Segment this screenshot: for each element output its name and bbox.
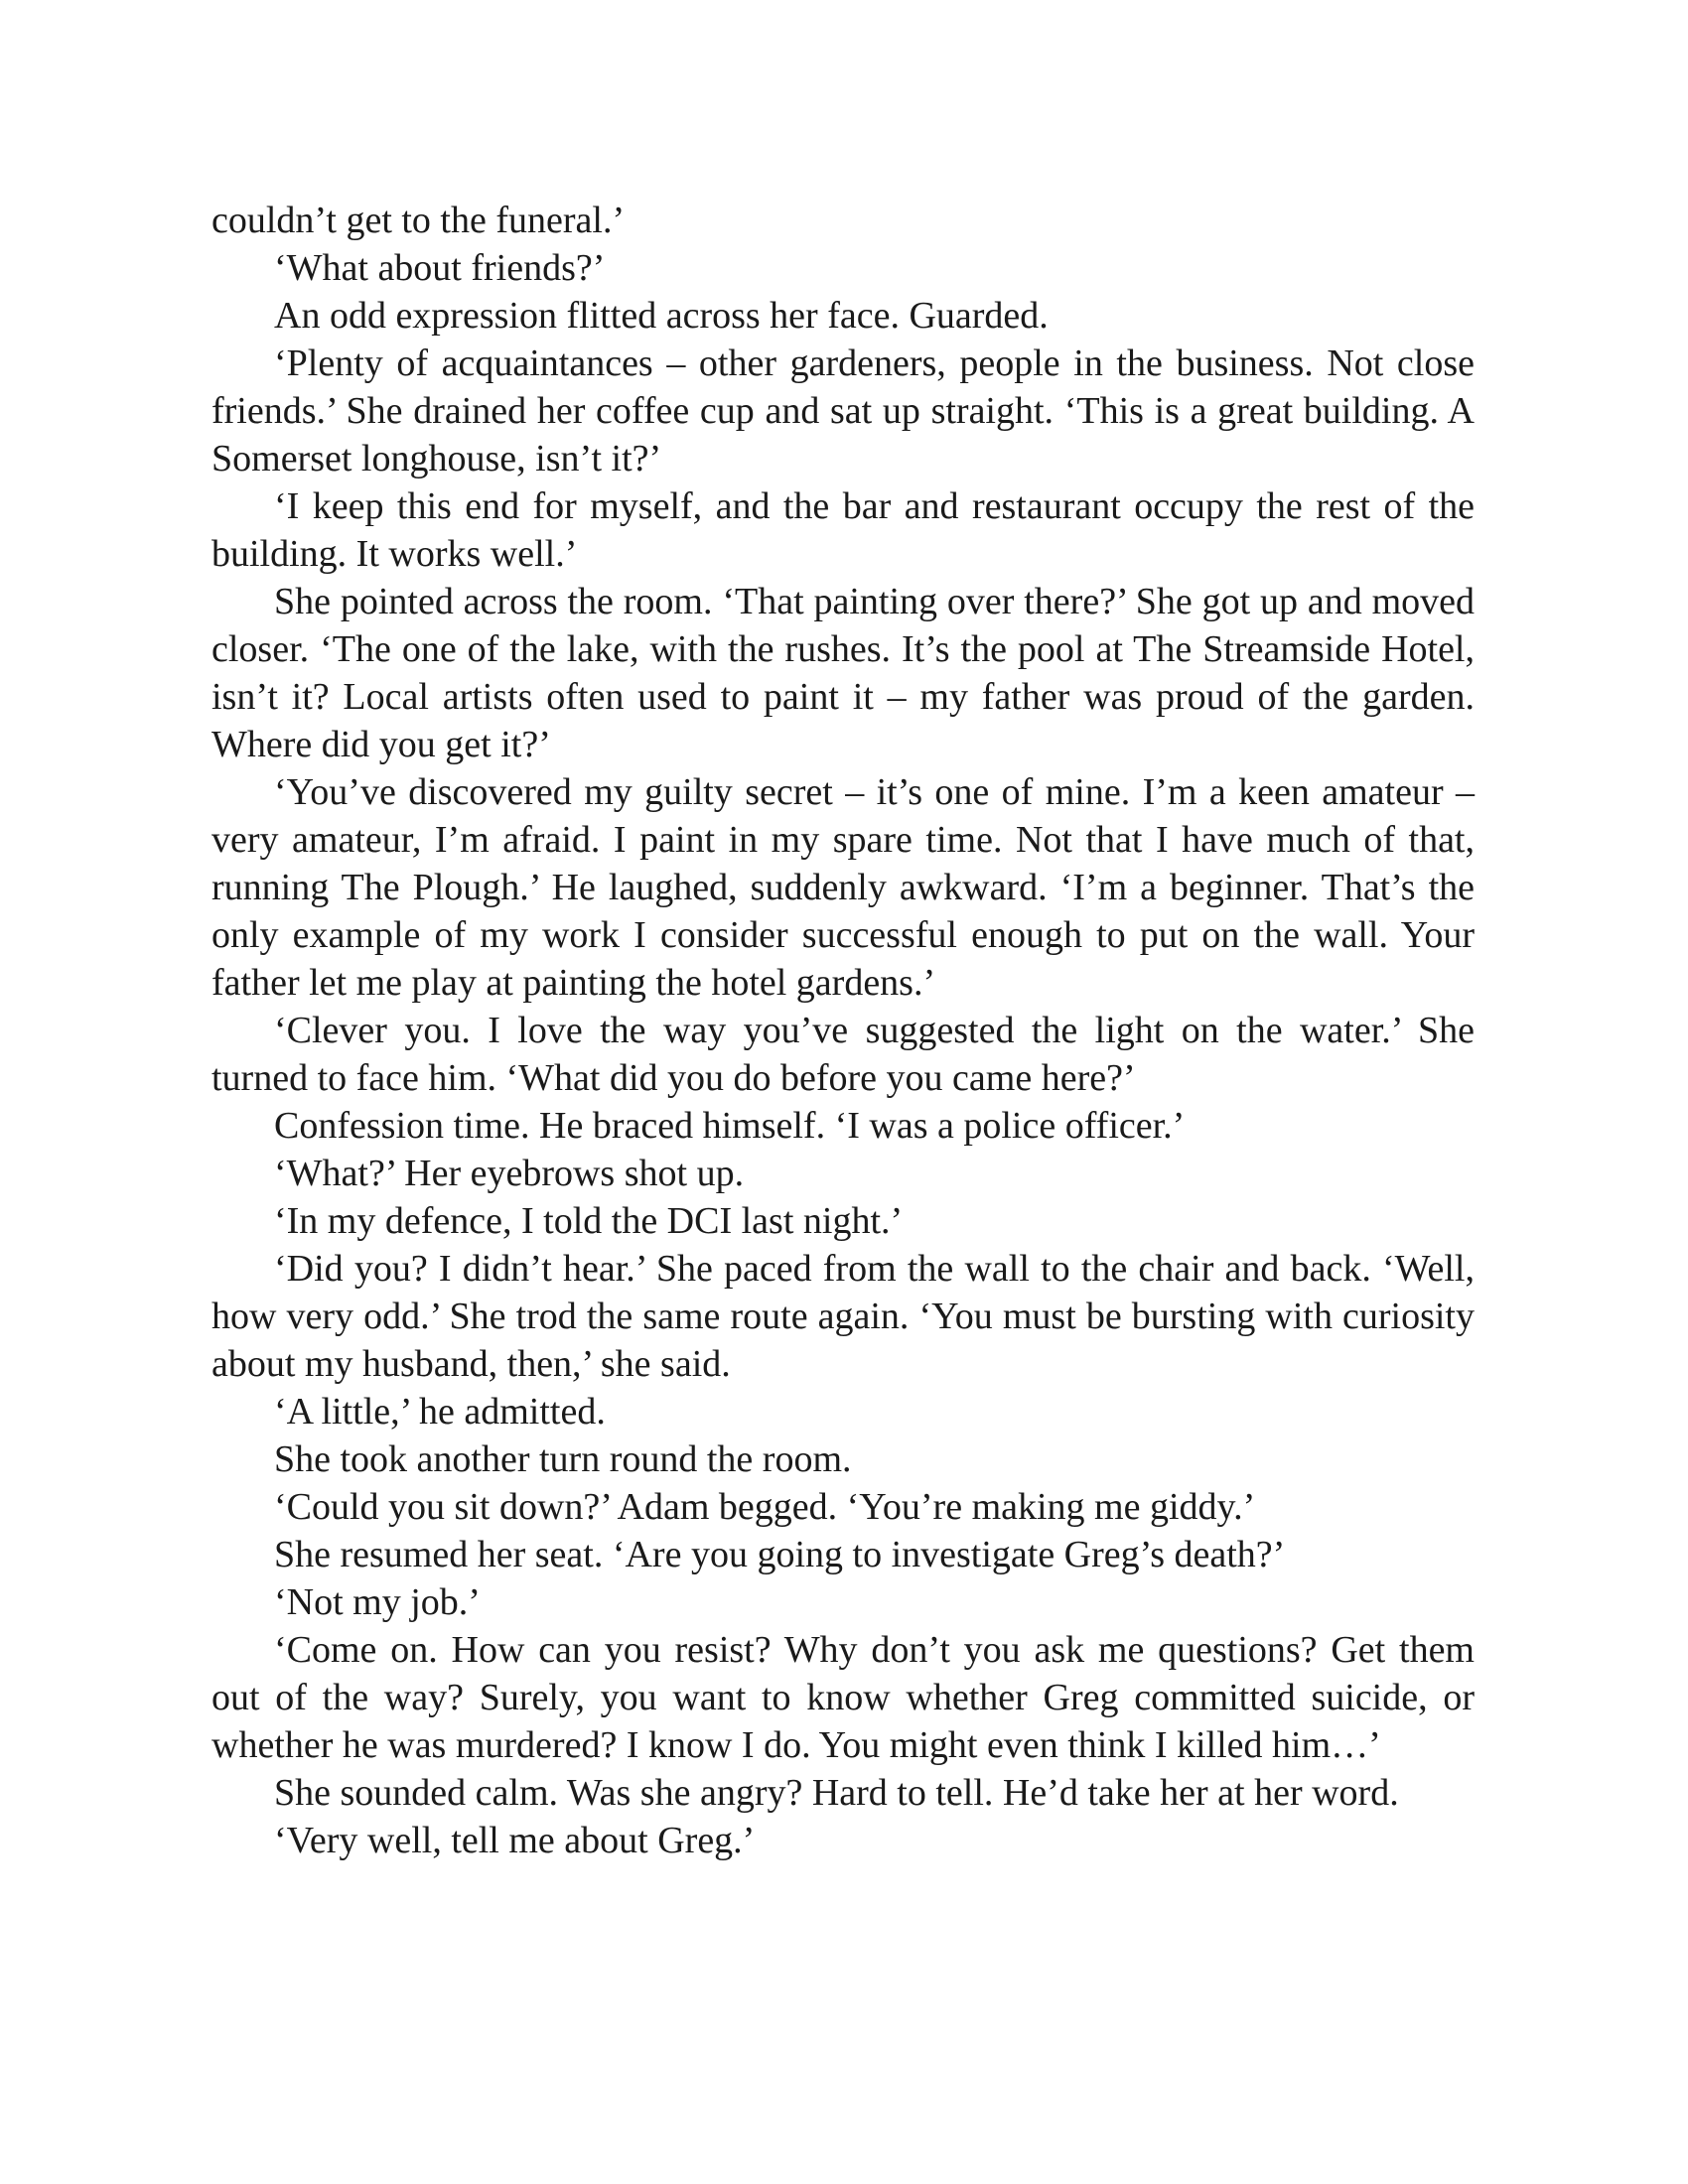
paragraph-8: ‘Clever you. I love the way you’ve suggested the light on the water.’ She turned to face him. ‘What did you do before you came here?’ [211,1010,1475,1099]
paragraph-15: ‘Could you sit down?’ Adam begged. ‘You’re making me giddy.’ [274,1486,1256,1528]
book-page [211,197,1475,1864]
paragraph-19: She sounded calm. Was she angry? Hard to tell. He’d take her at her word. [274,1772,1399,1814]
paragraph-7: ‘You’ve discovered my guilty secret – it’s one of mine. I’m a keen amateur – very amateur, I’m afraid. I paint in my spare time. Not that I have much of that, running The Plough.’ He laughed, suddenly awkward. ‘I’m a beginner. That’s the only example of my work I consider successful enough to put on the wall. Your father let me play at painting the hotel gardens.’ [211,771,1475,1004]
paragraph-4: ‘Plenty of acquaintances – other gardeners, people in the business. Not close friends.’ She drained her coffee cup and sat up straight. ‘This is a great building. A Somerset longhouse, isn’t it?’ [211,342,1475,479]
paragraph-20: ‘Very well, tell me about Greg.’ [274,1820,756,1861]
paragraph-2: ‘What about friends?’ [274,247,606,289]
paragraph-13: ‘A little,’ he admitted. [274,1391,606,1433]
paragraph-12: ‘Did you? I didn’t hear.’ She paced from the wall to the chair and back. ‘Well, how very odd.’ She trod the same route again. ‘You must be bursting with curiosity about my husband, then,’ she said. [211,1248,1475,1385]
paragraph-18: ‘Come on. How can you resist? Why don’t you ask me questions? Get them out of the way? Surely, you want to know whether Greg committed suicide, or whether he was murdered? I know I do. You might even think I killed him…’ [211,1629,1475,1766]
paragraph-9: Confession time. He braced himself. ‘I was a police officer.’ [274,1105,1186,1147]
paragraph-6: She pointed across the room. ‘That painting over there?’ She got up and moved closer. ‘The one of the lake, with the rushes. It’s the pool at The Streamside Hotel, isn’t it? Local artists often used to paint it – my father was proud of the garden. Where did you get it?’ [211,581,1475,765]
paragraph-14: She took another turn round the room. [274,1438,852,1480]
paragraph-5: ‘I keep this end for myself, and the bar and restaurant occupy the rest of the building. It works well.’ [211,485,1475,575]
paragraph-17: ‘Not my job.’ [274,1581,481,1623]
paragraph-11: ‘In my defence, I told the DCI last night.’ [274,1200,904,1242]
paragraph-16: She resumed her seat. ‘Are you going to investigate Greg’s death?’ [274,1534,1286,1575]
paragraph-10: ‘What?’ Her eyebrows shot up. [274,1153,745,1194]
paragraph-1: couldn’t get to the funeral.’ [211,200,626,241]
paragraph-3: An odd expression flitted across her face. Guarded. [274,295,1049,337]
